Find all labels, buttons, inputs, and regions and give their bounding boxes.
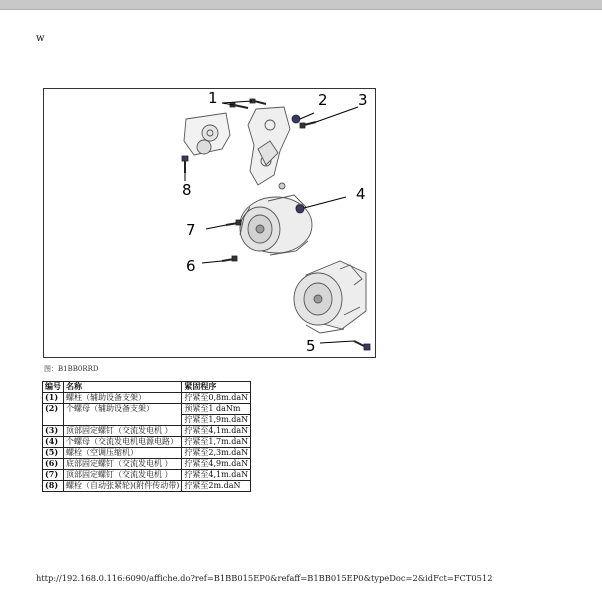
table-row bbox=[43, 437, 251, 448]
bolt-5-icon bbox=[354, 341, 370, 350]
row-num: (7) bbox=[43, 470, 64, 481]
table-row bbox=[43, 470, 251, 481]
row-num: (4) bbox=[43, 437, 64, 448]
tensioner-bracket-drawing bbox=[184, 113, 230, 155]
callout-8: 8 bbox=[182, 181, 192, 199]
bolt-7-icon bbox=[226, 220, 241, 225]
callout-3: 3 bbox=[358, 91, 368, 109]
row-num: (3) bbox=[43, 426, 64, 437]
header-name: 名称 bbox=[64, 382, 182, 393]
bolt-6-icon bbox=[222, 256, 237, 261]
row-name: 个螺母（辅助设备支架） bbox=[64, 404, 182, 426]
callout-6: 6 bbox=[186, 257, 196, 275]
row-num: (2) bbox=[43, 404, 64, 426]
callout-7: 7 bbox=[186, 221, 196, 239]
corner-mark: w bbox=[36, 33, 45, 44]
nut-4-icon bbox=[296, 205, 304, 213]
row-num: (8) bbox=[43, 481, 64, 492]
table-row bbox=[43, 404, 251, 415]
table-header-row bbox=[43, 382, 251, 393]
stud-1b-icon bbox=[250, 99, 266, 104]
row-name: 顶部固定螺钉（交流发电机 ） bbox=[64, 426, 182, 437]
row-num: (5) bbox=[43, 448, 64, 459]
stud-1-icon bbox=[230, 103, 248, 108]
row-torque-2: 拧紧至1,9m.daN bbox=[182, 415, 251, 426]
row-torque: 拧紧至1,7m.daN bbox=[182, 437, 251, 448]
auxiliary-bracket-drawing bbox=[248, 107, 290, 185]
nut-2-icon bbox=[292, 115, 300, 123]
row-torque: 拧紧至0,8m.daN bbox=[182, 393, 251, 404]
callout-2: 2 bbox=[318, 91, 328, 109]
row-name: 底部固定螺钉（交流发电机 ） bbox=[64, 459, 182, 470]
compressor-drawing bbox=[294, 261, 366, 333]
row-name: 螺栓（自动张紧轮)(附件传动带) bbox=[64, 481, 182, 492]
row-num: (1) bbox=[43, 393, 64, 404]
torque-table bbox=[42, 381, 251, 492]
row-name: 个螺母（交流发电机电源电路） bbox=[64, 437, 182, 448]
table-row bbox=[43, 426, 251, 437]
exploded-view-drawing bbox=[44, 89, 375, 357]
row-torque: 预紧至1 daNm bbox=[182, 404, 251, 415]
header-torque: 紧固程序 bbox=[182, 382, 251, 393]
row-name: 螺柱（辅助设备支架） bbox=[64, 393, 182, 404]
row-torque: 拧紧至2,3m.daN bbox=[182, 448, 251, 459]
table-row bbox=[43, 481, 251, 492]
table-row bbox=[43, 448, 251, 459]
table-row bbox=[43, 393, 251, 404]
callout-1: 1 bbox=[208, 89, 218, 107]
table-row bbox=[43, 459, 251, 470]
callout-4: 4 bbox=[356, 185, 366, 203]
row-torque: 拧紧至4,9m.daN bbox=[182, 459, 251, 470]
bolt-8-icon bbox=[182, 156, 188, 173]
callout-5: 5 bbox=[306, 337, 316, 355]
exploded-view-figure bbox=[43, 88, 376, 358]
row-name: 螺栓（空调压缩机） bbox=[64, 448, 182, 459]
row-torque: 拧紧至4,1m.daN bbox=[182, 426, 251, 437]
top-bar bbox=[0, 0, 602, 10]
row-torque: 拧紧至4,1m.daN bbox=[182, 470, 251, 481]
bolt-3-icon bbox=[300, 122, 316, 128]
footer-url: http://192.168.0.116:6090/affiche.do?ref=B1BB015EP0&refaff=B1BB015EP0&typeDoc=2&idFct=FCT0512 bbox=[36, 573, 493, 583]
row-torque: 拧紧至2m.daN bbox=[182, 481, 251, 492]
figure-caption: 图：B1BB0RRD bbox=[44, 365, 99, 373]
row-name: 顶部固定螺钉（交流发电机 ） bbox=[64, 470, 182, 481]
row-num: (6) bbox=[43, 459, 64, 470]
header-num: 编号 bbox=[43, 382, 64, 393]
